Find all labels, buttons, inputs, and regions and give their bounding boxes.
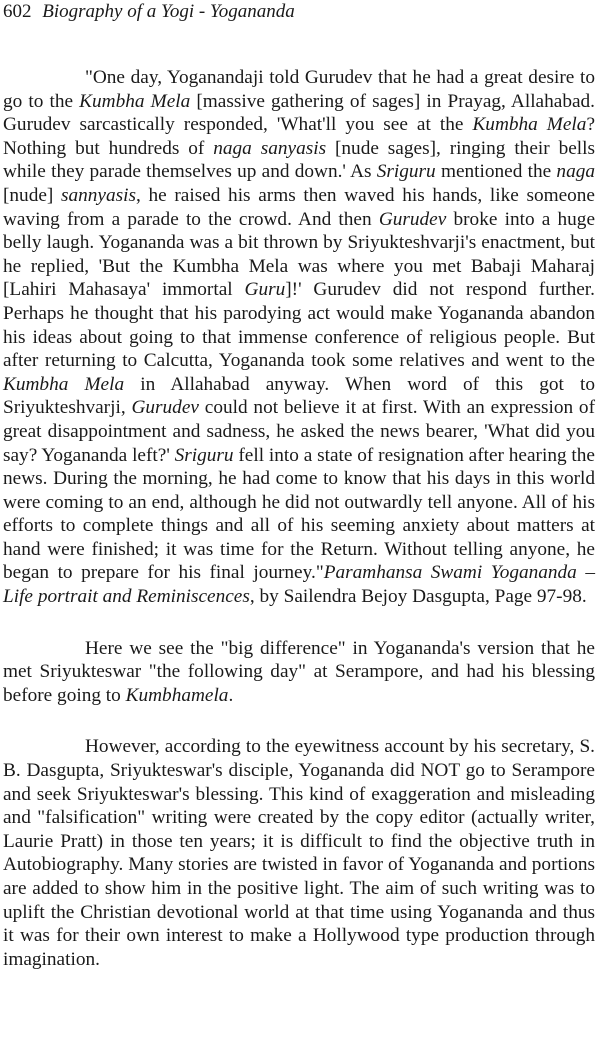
page-number: 602: [3, 1, 32, 22]
text-run: mentioned the: [435, 161, 557, 183]
citation-title: Paramhansa Swami Yogananda – Life portrait and Reminiscences: [3, 562, 595, 608]
italic-term: Gurudev: [378, 208, 447, 230]
italic-term: Sriguru: [174, 444, 234, 466]
italic-term: Kumbha Mela: [79, 90, 191, 112]
italic-term: naga: [556, 161, 595, 183]
text-run: "One day, Yoganandaji told Gurudev that he had a great desire to go to the: [3, 67, 595, 112]
page-body: [3, 66, 595, 971]
text-run: fell into a state of resignation after hearing the news. During the morning, he had come to know that his days in this world were coming to an end, although he did not outwardly tell anyone. All of his efforts to complete things and all of his seeming anxiety about matters at hand were finished; it was time for the Return. Without telling anyone, he began to prepare for his final journey.": [3, 444, 595, 584]
running-header: [3, 0, 295, 24]
text-run: ]!' Gurudev did not respond further. Perhaps he thought that his parodying act would make Yogananda abandon his ideas about going to that immense conference of religious people. But after returning to Calcutta, Yogananda took some relatives and went to the: [3, 279, 595, 372]
text-run: [nude sages], ringing their bells while they parade themselves up and down.' As: [3, 137, 595, 183]
text-run: , he raised his arms then waved his hands, like someone waving from a parade to the crowd. And then: [3, 184, 595, 230]
italic-term: Guru: [244, 279, 286, 301]
text-run: in Allahabad anyway. When word of this got to Sriyukteshvarji,: [3, 373, 596, 419]
text-run: .: [228, 684, 234, 706]
running-title: Biography of a Yogi - Yogananda: [42, 1, 295, 22]
italic-term: Gurudev: [131, 397, 199, 419]
italic-term: Kumbha Mela: [3, 373, 125, 395]
text-run: could not believe it at first. With an expression of great disappointment and sadness, he asked the news bearer, 'What did you say? Yogananda left?': [3, 397, 595, 466]
text-run: [massive gathering of sages] in Prayag, Allahabad. Gurudev sarcastically responded, 'What'll you see at the: [3, 90, 595, 136]
citation-source: , by Sailendra Bejoy Dasgupta, Page 97-98.: [249, 586, 587, 608]
text-run: broke into a huge belly laugh. Yogananda was a bit thrown by Sriyukteshvarji's enactment, but he replied, 'But the Kumbha Mela was where you met Babaji Maharaj [Lahiri Mahasaya' immortal: [3, 208, 596, 301]
italic-term: naga sanyasis: [213, 137, 327, 159]
text-run: ? Nothing but hundreds of: [3, 114, 595, 159]
italic-term: Kumbhamela: [125, 684, 229, 706]
text-run: However, according to the eyewitness account by his secretary, S. B. Dasgupta, Sriyukteswar's disciple, Yogananda did NOT go to Serampore and seek Sriyukteswar's blessing. This kind of exaggeration and misleading and "falsification" writing were created by the copy editor (actually writer, Laurie Pratt) in those ten years; it is difficult to find the objective truth in Autobiography. Many stories are twisted in favor of Yogananda and portions are added to show him in the positive light. The aim of such writing was to uplift the Christian devotional world at that time using Yogananda and thus it was for their own interest to make a Hollywood type production through imagination.: [3, 736, 595, 970]
italic-term: Sriguru: [376, 161, 436, 183]
italic-term: Kumbha Mela: [472, 114, 587, 136]
italic-term: sannyasis: [61, 184, 136, 206]
paragraph-difference: [3, 637, 595, 708]
text-run: Here we see the "big difference" in Yogananda's version that he met Sriyukteswar "the following day" at Serampore, and had his blessing before going to: [3, 637, 595, 706]
text-run: [nude]: [3, 184, 61, 206]
paragraph-quote: [3, 66, 595, 609]
paragraph-eyewitness: [3, 735, 595, 971]
